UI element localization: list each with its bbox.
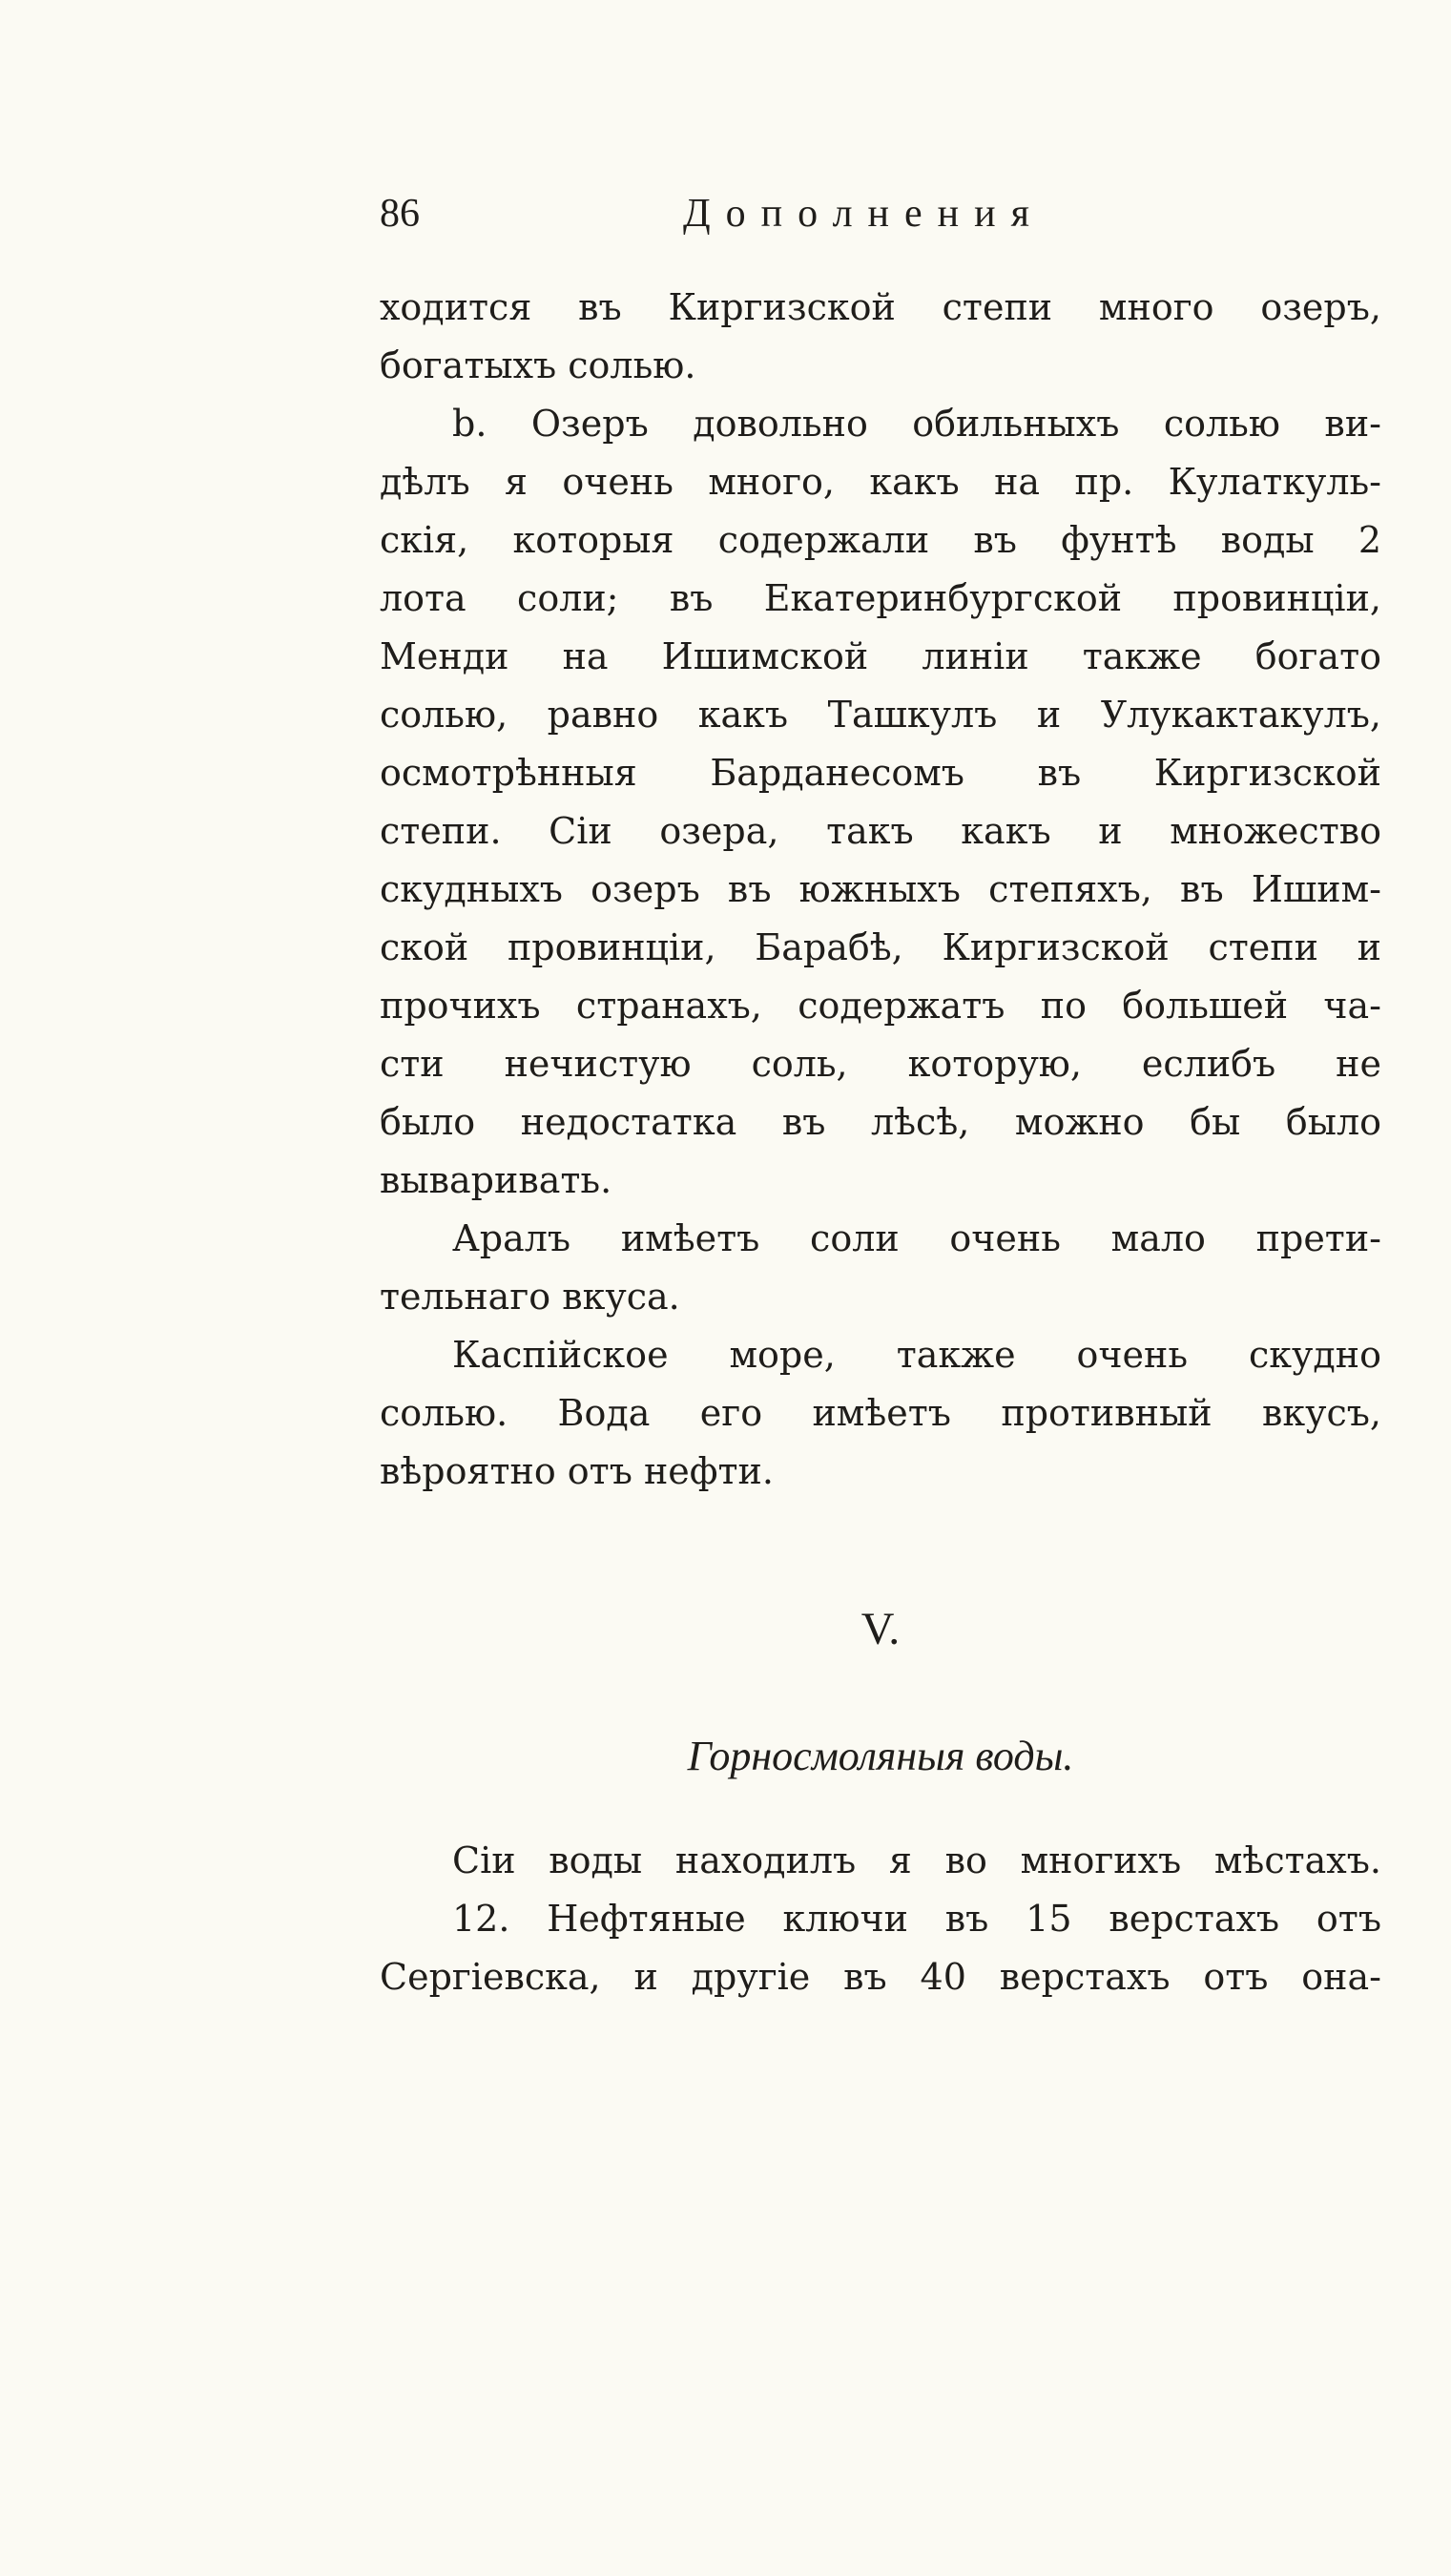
text-line: вѣроятно отъ нефти. <box>380 1450 774 1492</box>
text-line: было недостатка въ лѣсѣ, можно бы было <box>380 1101 1381 1143</box>
text-line: Менди на Ишимской линіи также богато <box>380 635 1381 677</box>
body-text-bottom <box>380 1832 1381 2006</box>
text-line: b. Озеръ довольно обильныхъ солью ви- <box>452 403 1381 445</box>
body-text-top <box>380 279 1381 1501</box>
text-line: Аралъ имѣетъ соли очень мало прети- <box>452 1217 1381 1259</box>
page-header <box>380 191 1381 258</box>
text-line: скудныхъ озеръ въ южныхъ степяхъ, въ Ишим- <box>380 868 1381 910</box>
text-line: 12. Нефтяные ключи въ 15 верстахъ отъ <box>452 1898 1381 1940</box>
text-line: степи. Сіи озера, такъ какъ и множество <box>380 810 1381 852</box>
text-line: ской провинціи, Барабѣ, Киргизской степи и <box>380 926 1381 968</box>
text-line: прочихъ странахъ, содержатъ по большей ча- <box>380 985 1381 1027</box>
text-line: Сергіевска, и другіе въ 40 верстахъ отъ она- <box>380 1956 1381 1998</box>
text-line: дѣлъ я очень много, какъ на пр. Кулаткуль- <box>380 461 1381 503</box>
section-title: Горносмоляныя воды. <box>687 1733 1074 1779</box>
text-line: вываривать. <box>380 1159 612 1201</box>
running-head: Дополнения <box>683 192 1045 236</box>
text-line: солью, равно какъ Ташкулъ и Улукактакулъ, <box>380 694 1381 736</box>
text-line: солью. Вода его имѣетъ противный вкусъ, <box>380 1392 1381 1434</box>
text-line: сти нечистую соль, которую, еслибъ не <box>380 1043 1381 1085</box>
text-line: тельнаго вкуса. <box>380 1276 680 1318</box>
text-line: Сіи воды находилъ я во многихъ мѣстахъ. <box>452 1839 1381 1881</box>
text-line: Каспійское море, также очень скудно <box>452 1334 1381 1376</box>
text-line: богатыхъ солью. <box>380 344 696 386</box>
text-line: скія, которыя содержали въ фунтѣ воды 2 <box>380 519 1381 561</box>
section-numeral: V. <box>860 1604 901 1654</box>
text-line: осмотрѣнныя Барданесомъ въ Киргизской <box>380 752 1381 794</box>
text-line: ходится въ Киргизской степи много озеръ, <box>380 286 1381 328</box>
page-number: 86 <box>380 192 420 236</box>
text-line: лота соли; въ Екатеринбургской провинціи, <box>380 577 1381 619</box>
